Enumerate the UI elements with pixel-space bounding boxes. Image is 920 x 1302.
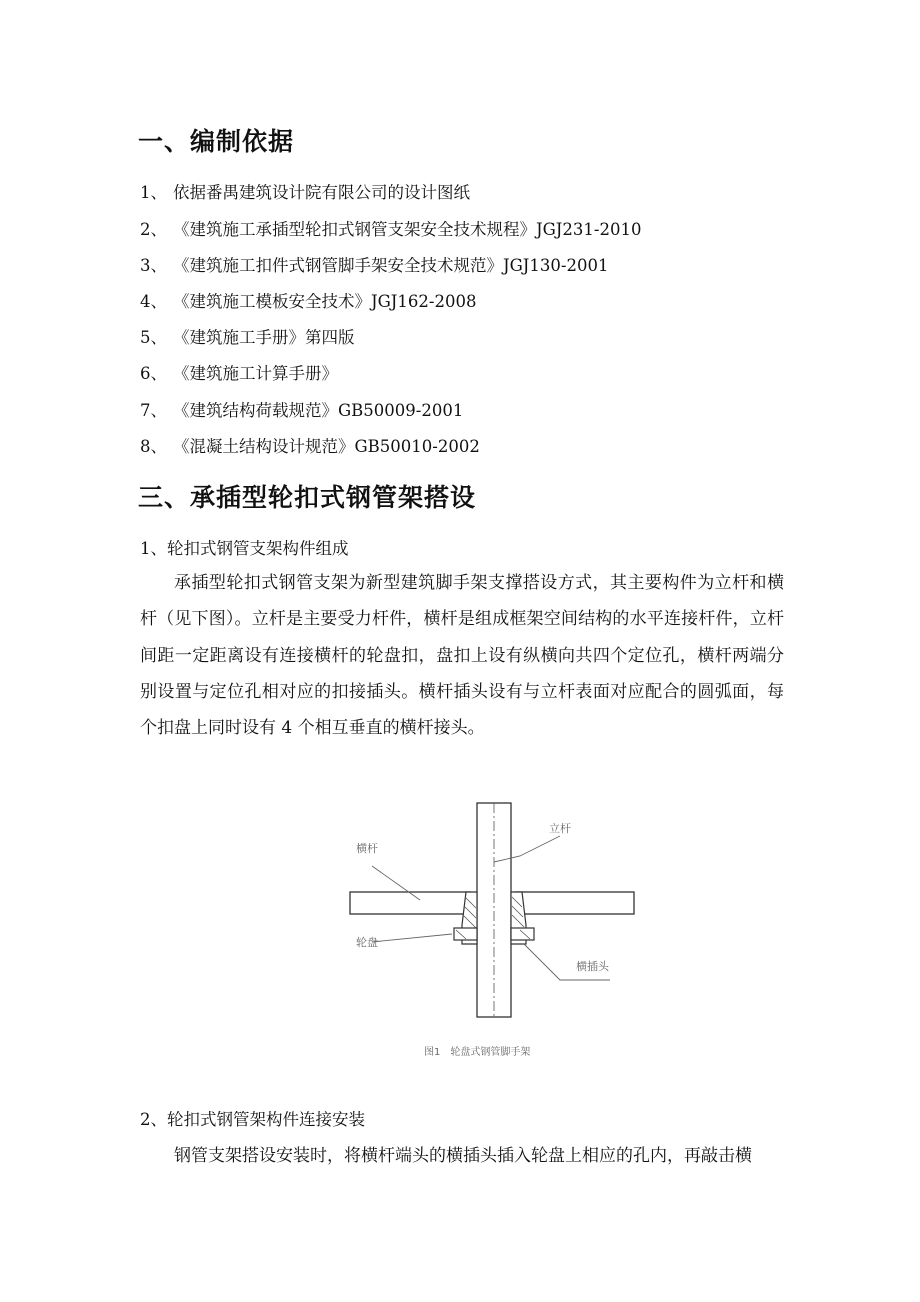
list-item-text: 《建筑施工模板安全技术》JGJ162-2008 bbox=[173, 292, 477, 311]
list-item-text: 《建筑施工手册》第四版 bbox=[173, 328, 355, 347]
list-item-text: 《建筑施工承插型轮扣式钢管支架安全技术规程》JGJ231-2010 bbox=[173, 220, 642, 239]
right-crossbar bbox=[516, 892, 634, 914]
list-item-number: 4、 bbox=[140, 292, 167, 311]
section-heading-1: 一、编制依据 bbox=[138, 127, 295, 156]
list-item-text: 《建筑结构荷载规范》GB50009-2001 bbox=[173, 401, 464, 420]
list-item-text: 《混凝土结构设计规范》GB50010-2002 bbox=[173, 437, 480, 456]
list-item-text: 依据番禺建筑设计院有限公司的设计图纸 bbox=[173, 183, 470, 202]
figure-caption: 图1 轮盘式钢管脚手架 bbox=[424, 1047, 531, 1058]
label-vertical-pole: 立杆 bbox=[549, 822, 571, 835]
list-item-number: 2、 bbox=[140, 220, 167, 239]
paragraph: 钢管支架搭设安装时，将横杆端头的横插头插入轮盘上相应的孔内，再敲击横 bbox=[174, 1146, 752, 1166]
subsection-title: 2、轮扣式钢管架构件连接安装 bbox=[140, 1110, 365, 1129]
section-heading-3: 三、承插型轮扣式钢管架搭设 bbox=[138, 483, 477, 512]
list-item-text: 《建筑施工扣件式钢管脚手架安全技术规范》JGJ130-2001 bbox=[173, 256, 609, 275]
paragraph: 承插型轮扣式钢管支架为新型建筑脚手架支撑搭设方式，其主要构件为立杆和横杆（见下图）。立杆是主要受力杆件，横杆是组成框架空间结构的水平连接杆件，立杆间距一定距离设有连接横杆的轮盘扣，盘扣上设有纵横向共四个定位孔，横杆两端分别设置与定位孔相对应的扣接插头。横杆插头设有与立杆表面对应配合的圆弧面，每个扣盘上同时设有 4 个相互垂直的横杆接头。 bbox=[140, 573, 784, 739]
disc-right bbox=[511, 928, 534, 940]
list-item-number: 8、 bbox=[140, 437, 167, 456]
subsection-title: 1、轮扣式钢管支架构件组成 bbox=[140, 539, 349, 558]
label-disc: 轮盘 bbox=[356, 936, 378, 949]
list-item-number: 1、 bbox=[140, 183, 167, 202]
list-item-number: 6、 bbox=[140, 364, 167, 383]
list-item-number: 3、 bbox=[140, 256, 167, 275]
list-item-text: 《建筑施工计算手册》 bbox=[173, 364, 338, 383]
list-item-number: 5、 bbox=[140, 328, 167, 347]
label-plug: 横插头 bbox=[576, 960, 609, 973]
left-crossbar bbox=[350, 892, 470, 914]
leader-disc bbox=[372, 934, 452, 942]
label-crossbar: 横杆 bbox=[356, 842, 378, 855]
list-item-number: 7、 bbox=[140, 401, 167, 420]
